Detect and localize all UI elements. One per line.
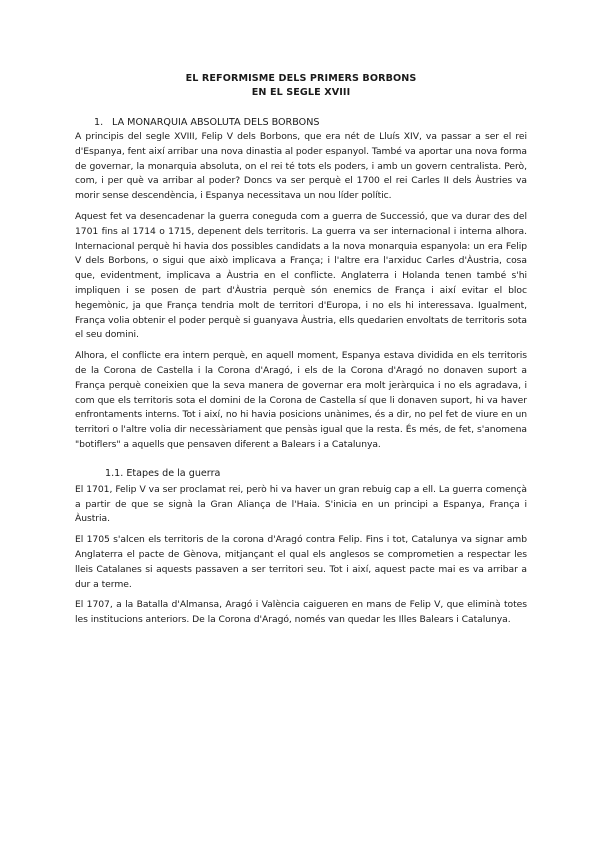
document-title-line-1: EL REFORMISME DELS PRIMERS BORBONS xyxy=(185,73,417,84)
section-1-1-paragraph-1: El 1701, Felip V va ser proclamat rei, però hi va haver un gran rebuig cap a ell. La guerra començà a partir de que se signà la Gran Aliança de l'Haia. S'inicia en un principi a Espanya, França i Àustria. xyxy=(75,483,527,525)
section-1-heading-text: LA MONARQUIA ABSOLUTA DELS BORBONS xyxy=(112,117,320,128)
document-title-line-2: EN EL SEGLE XVIII xyxy=(251,87,351,98)
section-1-1-paragraph-2: El 1705 s'alcen els territoris de la corona d'Aragó contra Felip. Fins i tot, Catalunya va signar amb Anglaterra el pacte de Gènova, mitjançant el qual els anglesos se comprometien a respectar les lleis Catalanes si aquests passaven a ser territori seu. Tot i així, aquest pacte mai es va arribar a dur a terme. xyxy=(75,534,527,590)
section-1-heading xyxy=(94,116,527,130)
section-1-paragraph-2: Aquest fet va desencadenar la guerra coneguda com a guerra de Successió, que va durar des del 1701 fins al 1714 o 1715, depenent dels territoris. La guerra va ser internacional i interna alhora. Internacional perquè hi havia dos possibles candidats a la nova monarquia espanyola: un era Felip V dels Borbons, o sigui que això implicava a França; i l'altre era l'arxiduc Carles d'Àustria, cosa que, evidentment, implicava a Àustria en el conflicte. Anglaterra i Holanda tenen també s'hi impliquen i se posen de part d'Àustria perquè són enemics de França i així evitar el bloc hegemònic, ja que França tendria molt de territori d'Europa, i no els hi interessava. Igualment, França volia obtenir el poder perquè si guanyava Àustria, ells quedarien envoltats de territoris sota el seu domini. xyxy=(75,210,527,341)
section-1-number: 1. xyxy=(94,117,104,128)
section-1-paragraph-1: A principis del segle XVIII, Felip V dels Borbons, que era nét de Lluís XIV, va passar a ser el rei d'Espanya, fent així arribar una nova dinastia al poder espanyol. També va aportar una nova forma de governar, la monarquia absoluta, on el rei té tots els poders, i amb un govern centralista. Però, com, i per què va arribar al poder? Doncs va ser perquè el 1700 el rei Carles II dels Àustries va morir sense descendència, i Espanya necessitava un nou líder polític. xyxy=(75,131,527,202)
section-1-paragraph-3: Alhora, el conflicte era intern perquè, en aquell moment, Espanya estava dividida en els territoris de la Corona de Castella i la Corona d'Aragó, i els de la Corona d'Aragó no donaven suport a França perquè coneixien que la seva manera de governar era molt jeràrquica i no els agradava, i com que els territoris sota el domini de la Corona de Castella sí que li donaven suport, hi va haver enfrontaments interns. Tot i així, no hi havia posicions unànimes, és a dir, no pel fet de viure en un territori o l'altre volia dir necessàriament que pensàs igual que la resta. És més, de fet, s'anomena "botiflers" a aquells que pensaven diferent a Balears i a Catalunya. xyxy=(75,350,527,450)
document-page xyxy=(75,70,527,634)
section-1-1-paragraph-3: El 1707, a la Batalla d'Almansa, Aragó i València caigueren en mans de Felip V, que eliminà totes les institucions anteriors. De la Corona d'Aragó, només van quedar les Illes Balears i Catalunya. xyxy=(75,599,527,626)
section-1-1-heading: 1.1. Etapes de la guerra xyxy=(105,467,221,479)
